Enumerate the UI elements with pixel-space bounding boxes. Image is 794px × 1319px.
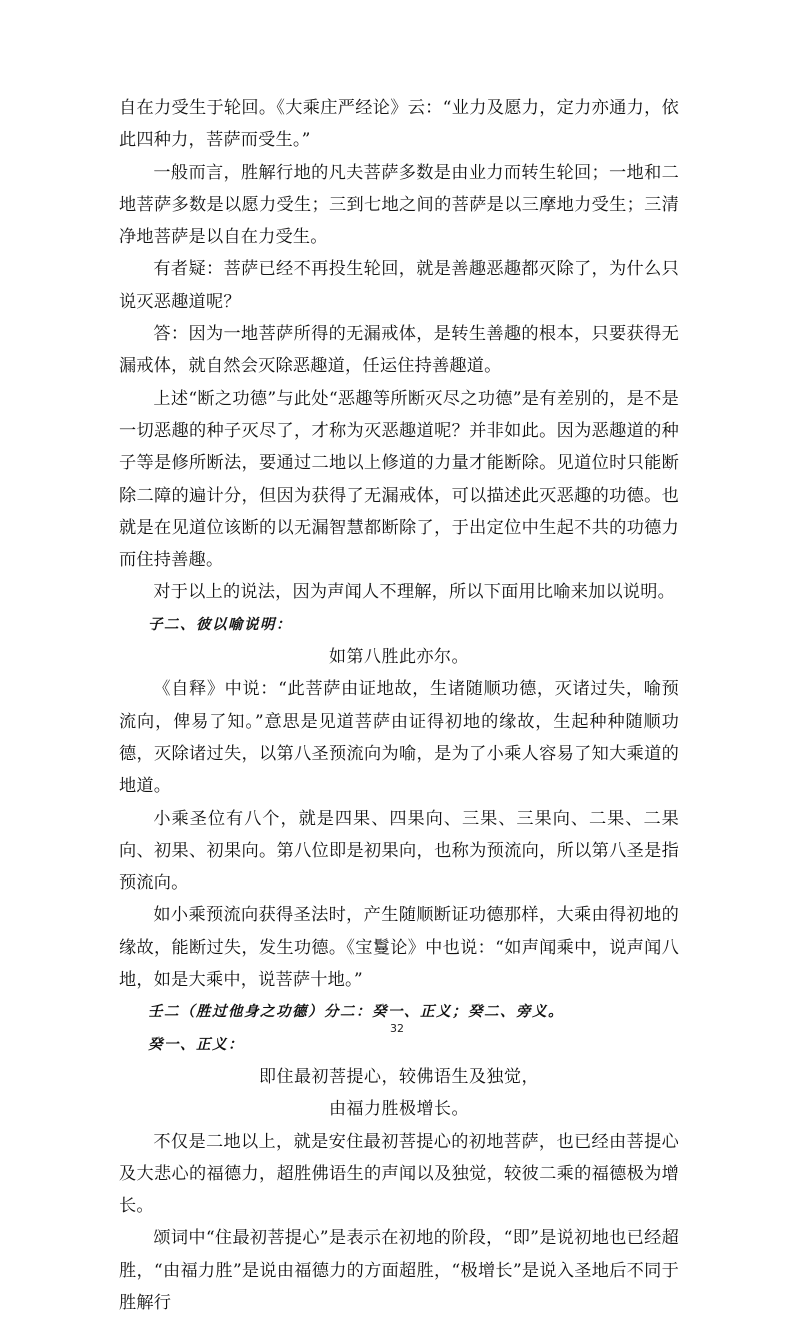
paragraph: 一般而言，胜解行地的凡夫菩萨多数是由业力而转生轮回；一地和二地菩萨多数是以愿力受生；三到七地之间的菩萨是以三摩地力受生；三清净地菩萨是以自在力受生。 — [119, 162, 679, 248]
paragraph-continuation: 自在力受生于轮回。《大乘庄严经论》云：“业力及愿力，定力亦通力，依此四种力，菩萨而受生。” — [119, 98, 679, 151]
page-body — [119, 92, 679, 1319]
paragraph: 不仅是二地以上，就是安住最初菩提心的初地菩萨，也已经由菩提心及大悲心的福德力，超胜佛语生的声闻以及独觉，较彼二乘的福德极为增长。 — [119, 1131, 679, 1217]
section-heading: 子二、彼以喻说明： — [148, 615, 292, 633]
verse-line: 由福力胜极增长。 — [329, 1099, 469, 1120]
paragraph: 《自释》中说：“此菩萨由证地故，生诸随顺功德，灭诸过失，喻预流向，俾易了知。”意思是见道菩萨由证得初地的缘故，生起种种随顺功德，灭除诸过失，以第八圣预流向为喻，是为了小乘人容易了知大乘道的地道。 — [119, 679, 679, 797]
page-number: 32 — [390, 1022, 404, 1035]
verse-line: 即住最初菩提心，较佛语生及独觉， — [259, 1066, 539, 1087]
paragraph: 小乘圣位有八个，就是四果、四果向、三果、三果向、二果、二果向、初果、初果向。第八位即是初果向，也称为预流向，所以第八圣是指预流向。 — [119, 808, 679, 894]
paragraph: 颂词中“住最初菩提心”是表示在初地的阶段，“即”是说初地也已经超胜，“由福力胜”是说由福德力的方面超胜，“极增长”是说入圣地后不同于胜解行 — [119, 1228, 679, 1313]
paragraph: 如小乘预流向获得圣法时，产生随顺断证功德那样，大乘由得初地的缘故，能断过失，发生功德。《宝鬘论》中也说：“如声闻乘中，说声闻八地，如是大乘中，说菩萨十地。” — [119, 905, 679, 991]
section-heading: 癸一、正义： — [148, 1035, 244, 1053]
paragraph-question: 有者疑：菩萨已经不再投生轮回，就是善趣恶趣都灭除了，为什么只说灭恶趣道呢？ — [119, 259, 679, 312]
verse-line: 如第八胜此亦尔。 — [329, 647, 469, 668]
section-heading: 壬二（胜过他身之功德）分二：癸一、正义；癸二、旁义。 — [148, 1003, 564, 1021]
paragraph: 上述“断之功德”与此处“恶趣等所断灭尽之功德”是有差别的，是不是一切恶趣的种子灭尽了，才称为灭恶趣道呢？并非如此。因为恶趣道的种子等是修所断法，要通过二地以上修道的力量才能断除。见道位时只能断除二障的遍计分，但因为获得了无漏戒体，可以描述此灭恶趣的功德。也就是在见道位该断的以无漏智慧都断除了，于出定位中生起不共的功德力而住持善趣。 — [119, 388, 679, 571]
paragraph-answer: 答：因为一地菩萨所得的无漏戒体，是转生善趣的根本，只要获得无漏戒体，就自然会灭除恶趣道，任运住持善趣道。 — [119, 324, 679, 377]
paragraph: 对于以上的说法，因为声闻人不理解，所以下面用比喻来加以说明。 — [153, 582, 676, 603]
